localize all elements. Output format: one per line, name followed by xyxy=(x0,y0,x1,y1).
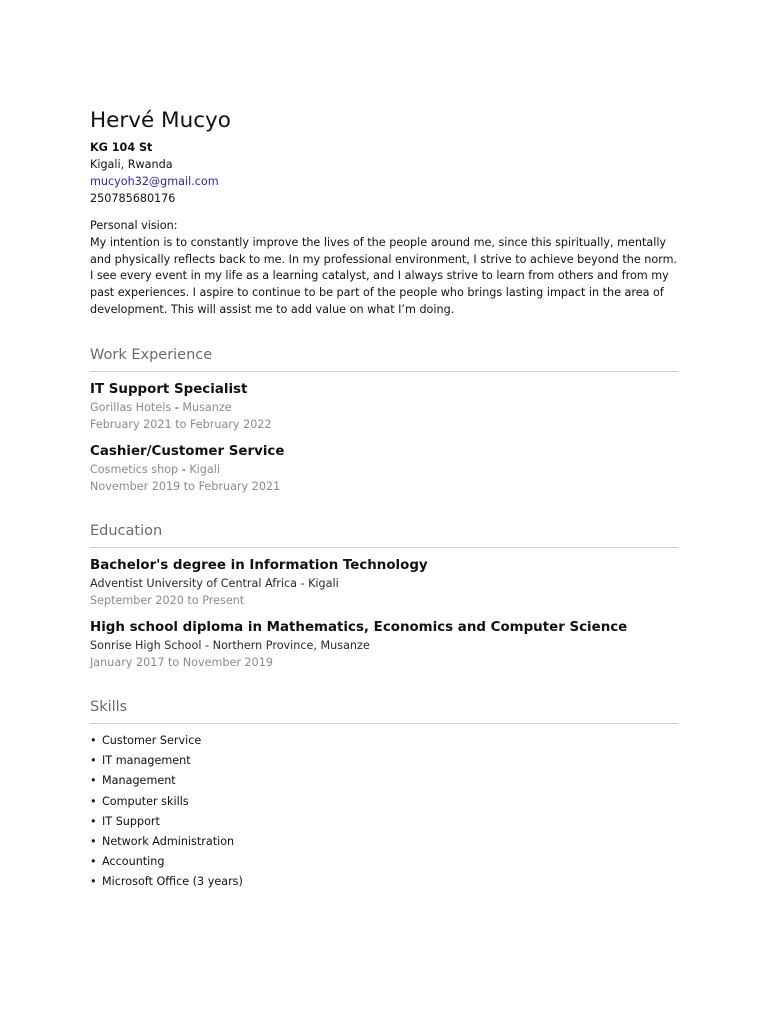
work-entry xyxy=(90,443,680,495)
job-location: Kigali xyxy=(189,463,220,476)
work-entry xyxy=(90,381,680,433)
email-link[interactable]: mucyoh32@gmail.com xyxy=(90,175,219,188)
skill-label: Computer skills xyxy=(102,794,189,808)
job-separator: - xyxy=(174,401,179,414)
skill-label: Microsoft Office (3 years) xyxy=(102,875,243,889)
contact-block xyxy=(90,139,219,207)
bullet-icon: • xyxy=(90,754,97,768)
personal-vision-text: My intention is to constantly improve the lives of the people around me, since this spiritually, mentally and physically reflects back to me. In my professional environment, I strive to achieve beyond the norm. I see every event in my life as a learning catalyst, and I always strive to learn from others and from my past experiences. I aspire to continue to be part of the people who brings lasting impact in the area of development. This will assist me to add value on what I’m doing. xyxy=(90,235,678,316)
skill-item xyxy=(90,751,243,771)
job-title: IT Support Specialist xyxy=(90,382,248,397)
education-entry xyxy=(90,557,680,609)
job-title: Cashier/Customer Service xyxy=(90,444,285,459)
job-employer xyxy=(90,461,680,478)
bullet-icon: • xyxy=(90,794,97,808)
phone-number: 250785680176 xyxy=(90,192,176,205)
bullet-icon: • xyxy=(90,734,97,747)
degree-title: High school diploma in Mathematics, Economics and Computer Science xyxy=(90,620,628,635)
job-employer xyxy=(90,399,680,416)
skills-list xyxy=(90,731,243,893)
skill-item xyxy=(90,792,243,812)
bullet-icon: • xyxy=(90,774,97,788)
candidate-name: Hervé Mucyo xyxy=(90,108,231,133)
job-separator: - xyxy=(181,463,186,476)
skill-label: IT Support xyxy=(102,814,160,828)
school-name: Adventist University of Central Africa - Kigali xyxy=(90,577,339,590)
education-entry xyxy=(90,619,680,671)
bullet-icon: • xyxy=(90,835,97,849)
skills-heading: Skills xyxy=(90,697,678,724)
skill-label: Accounting xyxy=(102,855,165,869)
street-address: KG 104 St xyxy=(90,141,153,154)
bullet-icon: • xyxy=(90,814,97,828)
education-dates: September 2020 to Present xyxy=(90,594,245,607)
skill-label: Customer Service xyxy=(102,734,202,747)
city-address: Kigali, Rwanda xyxy=(90,158,173,171)
education-dates: January 2017 to November 2019 xyxy=(90,656,274,669)
bullet-icon: • xyxy=(90,875,97,889)
education-heading: Education xyxy=(90,521,678,548)
skill-label: Network Administration xyxy=(102,835,235,849)
job-dates: November 2019 to February 2021 xyxy=(90,480,281,493)
skill-label: IT management xyxy=(102,754,191,768)
skill-item xyxy=(90,832,243,852)
skill-item xyxy=(90,812,243,832)
job-location: Musanze xyxy=(182,401,232,414)
skill-item xyxy=(90,731,243,751)
personal-vision xyxy=(90,218,682,319)
skill-item xyxy=(90,852,243,872)
skill-item xyxy=(90,872,243,892)
personal-vision-label: Personal vision: xyxy=(90,219,178,232)
skill-item xyxy=(90,771,243,791)
school-name: Sonrise High School - Northern Province, Musanze xyxy=(90,639,370,652)
skill-label: Management xyxy=(102,774,176,788)
work-experience-heading: Work Experience xyxy=(90,345,678,372)
job-company: Gorillas Hotels xyxy=(90,401,172,414)
job-dates: February 2021 to February 2022 xyxy=(90,418,272,431)
bullet-icon: • xyxy=(90,855,97,869)
degree-title: Bachelor's degree in Information Technology xyxy=(90,558,428,573)
job-company: Cosmetics shop xyxy=(90,463,179,476)
